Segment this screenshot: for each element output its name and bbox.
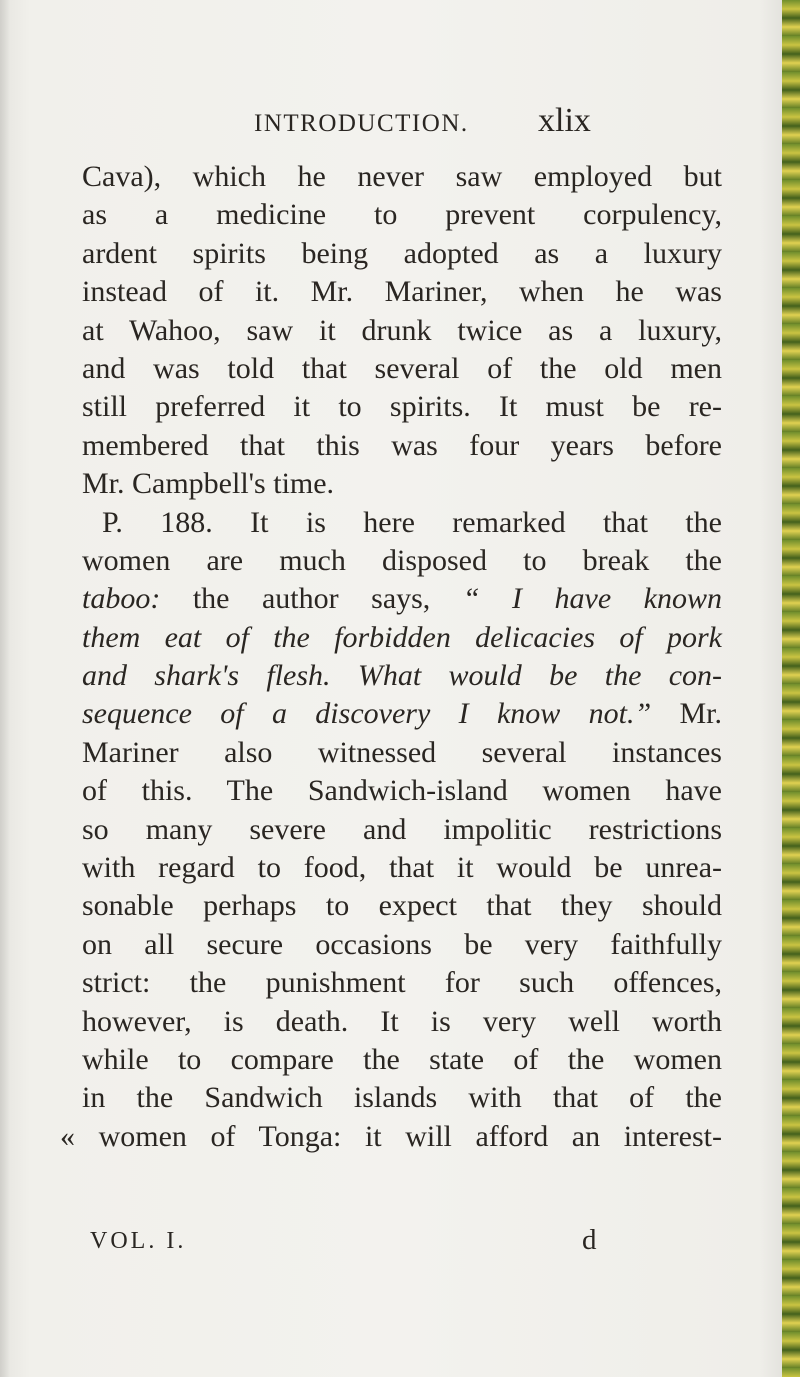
roman-text: the author says, — [160, 582, 463, 616]
text-line: as a medicine to prevent corpulency, — [82, 198, 722, 232]
italic-quote: sequence of a discovery I know not.” — [82, 697, 652, 731]
page-gutter-shadow — [0, 0, 10, 1377]
text-line — [82, 580, 722, 618]
text-line: and was told that several of the old men — [82, 351, 722, 385]
text-line: of this. The Sandwich-island women have — [82, 774, 722, 808]
text-line: Cava), which he never saw employed but — [82, 160, 722, 193]
body-text — [60, 158, 722, 1156]
page-footer — [82, 1224, 722, 1258]
paragraph-start-line: P. 188. It is here remarked that the — [102, 505, 722, 539]
page-number: xlix — [538, 102, 591, 139]
text-line: while to compare the state of the women — [82, 1042, 722, 1076]
italic-quote: them eat of the forbidden delicacies of pork — [82, 620, 722, 654]
text-line: strict: the punishment for such offences, — [82, 966, 722, 1000]
text-line — [82, 695, 722, 733]
text-line — [82, 619, 722, 657]
text-line — [82, 657, 722, 695]
text-line: however, is death. It is very well worth — [82, 1004, 722, 1038]
italic-quote: and shark's flesh. What would be the con- — [82, 659, 722, 693]
binding-edge — [782, 0, 800, 1377]
text-line: on all secure occasions be very faithfully — [82, 927, 722, 961]
text-line: women are much disposed to break the — [82, 543, 722, 577]
page-header — [0, 102, 800, 152]
text-line: in the Sandwich islands with that of the — [82, 1081, 722, 1115]
text-line: Mariner also witnessed several instances — [82, 735, 722, 769]
signature-mark: d — [582, 1224, 597, 1256]
text-line: sonable perhaps to expect that they should — [82, 889, 722, 923]
text-line: membered that this was four years before — [82, 428, 722, 462]
text-line: Mr. Campbell's time. — [82, 467, 335, 501]
italic-text: taboo: — [82, 582, 161, 616]
text-line: at Wahoo, saw it drunk twice as a luxury, — [82, 313, 722, 347]
text-line: « women of Tonga: it will afford an interest- — [60, 1119, 722, 1153]
text-line: instead of it. Mr. Mariner, when he was — [82, 275, 722, 309]
text-line: with regard to food, that it would be unrea- — [82, 851, 722, 885]
italic-quote: “ I have known — [462, 582, 722, 616]
text-line: still preferred it to spirits. It must be re- — [82, 390, 722, 424]
running-head: INTRODUCTION. — [254, 110, 469, 137]
text-line: ardent spirits being adopted as a luxury — [82, 236, 722, 270]
text-line: so many severe and impolitic restrictions — [82, 812, 722, 846]
roman-text: Mr. — [651, 697, 722, 731]
signature-line: VOL. I. — [90, 1228, 187, 1254]
